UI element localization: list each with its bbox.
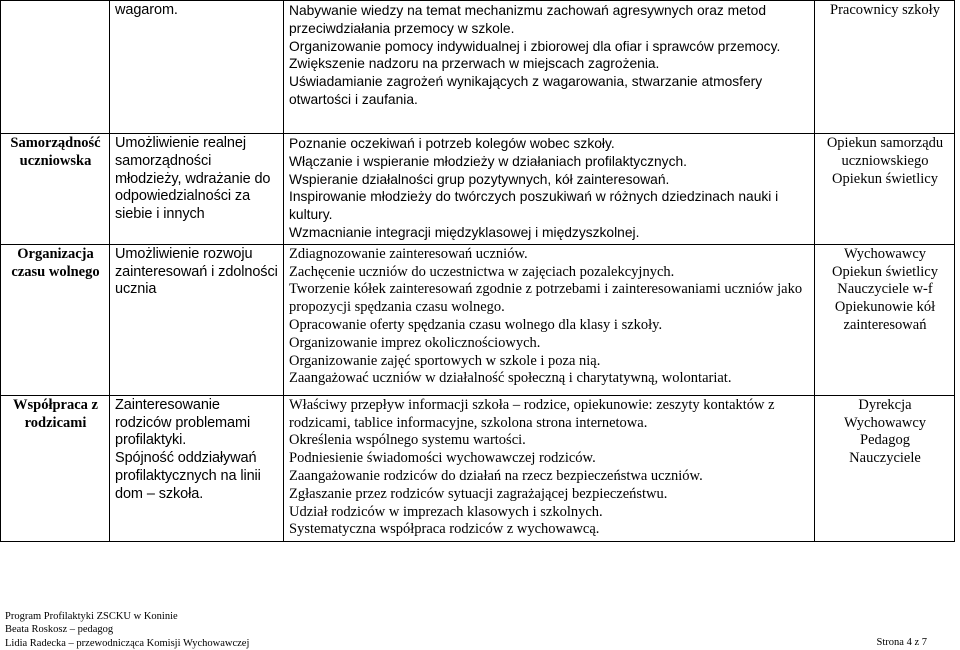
tasks-cell: [284, 1, 815, 134]
goal-cell: [110, 134, 284, 245]
table-row: [1, 395, 955, 541]
table-row: [1, 1, 955, 134]
responsible-person: Nauczyciele w-f: [837, 281, 933, 298]
responsible-person: Opiekun świetlicy: [832, 170, 938, 187]
task-item: Systematyczna współpraca rodziców z wychowawcą.: [289, 521, 600, 538]
task-item: Określenia wspólnego systemu wartości.: [289, 432, 526, 449]
responsible-person: Pracownicy szkoły: [830, 2, 940, 18]
task-item: Zachęcenie uczniów do uczestnictwa w zajęciach pozalekcyjnych.: [289, 263, 675, 280]
goal-text: Umożliwienie realnej samorządności młodzieży, wdrażanie do odpowiedzialności za siebie i innych: [115, 135, 271, 223]
area-cell: [1, 134, 110, 245]
task-item: Organizowanie imprez okolicznościowych.: [289, 334, 541, 351]
task-item: Zdiagnozowanie zainteresowań uczniów.: [289, 245, 528, 262]
table-row: [1, 134, 955, 245]
task-item: Organizowanie pomocy indywidualnej i zbiorowej dla ofiar i sprawców przemocy.: [289, 38, 781, 54]
area-cell: [1, 244, 110, 395]
table-body: [1, 1, 955, 542]
area-cell: [1, 1, 110, 134]
responsible-person: Wychowawcy: [843, 245, 927, 262]
task-item: Udział rodziców w imprezach klasowych i szkolnych.: [289, 503, 603, 520]
responsible-person: Opiekunowie kół zainteresowań: [834, 299, 936, 333]
page-number: Strona 4 z 7: [876, 637, 927, 648]
task-item: Zaangażować uczniów w działalność społeczną i charytatywną, wolontariat.: [289, 370, 732, 387]
task-item: Włączanie i wspieranie młodzieży w działaniach profilaktycznych.: [289, 153, 687, 169]
responsible-person: Opiekun świetlicy: [832, 263, 938, 280]
task-item: Uświadamianie zagrożeń wynikających z wagarowania, stwarzanie atmosfery otwartości i zaufania.: [289, 74, 763, 107]
task-item: Wzmacnianie integracji międzyklasowej i międzyszkolnej.: [289, 224, 640, 240]
task-item: Podniesienie świadomości wychowawczej rodziców.: [289, 450, 596, 467]
goal-text: Spójność oddziaływań profilaktycznych na linii dom – szkoła.: [115, 450, 261, 502]
goal-text: wagarom.: [115, 2, 178, 18]
goal-cell: [110, 1, 284, 134]
tasks-cell: [284, 244, 815, 395]
task-item: Właściwy przepływ informacji szkoła – rodzice, opiekunowie: zeszyty kontaktów z rodzicami, tablice informacyjne, szkolona strona internetowa.: [289, 396, 775, 431]
task-item: Organizowanie zajęć sportowych w szkole i poza nią.: [289, 352, 601, 369]
goal-cell: [110, 395, 284, 541]
goal-text: Umożliwienie rozwoju zainteresowań i zdolności ucznia: [115, 245, 278, 298]
task-item: Inspirowanie młodzieży do twórczych poszukiwań w różnych dziedzinach nauki i kultury.: [289, 189, 779, 223]
tasks-cell: [284, 395, 815, 541]
responsible-person: Pedagog: [860, 432, 910, 449]
area-label: czasu wolnego: [11, 263, 100, 280]
responsible-cell: [815, 1, 955, 134]
responsible-person: Wychowawcy: [843, 414, 927, 431]
responsible-person: Opiekun samorządu uczniowskiego: [826, 135, 944, 169]
responsible-cell: [815, 395, 955, 541]
footer-program: Program Profilaktyki ZSCKU w Koninie: [5, 611, 178, 622]
responsible-cell: [815, 134, 955, 245]
responsible-cell: [815, 244, 955, 395]
task-item: Tworzenie kółek zainteresowań zgodnie z potrzebami i zainteresowaniami uczniów jako propozycji spędzania czasu wolnego.: [289, 281, 803, 316]
footer-commission: Lidia Radecka – przewodnicząca Komisji Wychowawczej: [5, 637, 250, 649]
area-label: rodzicami: [24, 414, 87, 431]
responsible-person: Nauczyciele: [849, 450, 921, 467]
area-label: Samorządność: [10, 135, 101, 151]
area-label: Współpraca z: [13, 396, 98, 413]
footer-pedagog: Beata Roskosz – pedagog: [5, 624, 114, 636]
area-label: Organizacja: [17, 245, 94, 262]
task-item: Wspieranie działalności grup pozytywnych, kół zainteresowań.: [289, 171, 670, 187]
task-item: Poznanie oczekiwań i potrzeb kolegów wobec szkoły.: [289, 136, 615, 151]
page-footer: [5, 610, 955, 650]
task-item: Zaangażowanie rodziców do działań na rzecz bezpieczeństwa uczniów.: [289, 467, 703, 484]
tasks-cell: [284, 134, 815, 245]
task-item: Zgłaszanie przez rodziców sytuacji zagrażającej bezpieczeństwu.: [289, 485, 668, 502]
task-item: Nabywanie wiedzy na temat mechanizmu zachowań agresywnych oraz metod przeciwdziałania przemocy w szkole.: [289, 3, 766, 36]
area-cell: [1, 395, 110, 541]
task-item: Opracowanie oferty spędzania czasu wolnego dla klasy i szkoły.: [289, 316, 663, 333]
responsible-person: Dyrekcja: [858, 396, 912, 413]
goal-cell: [110, 244, 284, 395]
area-label: uczniowska: [19, 152, 92, 169]
table-row: [1, 244, 955, 395]
task-item: Zwiększenie nadzoru na przerwach w miejscach zagrożenia.: [289, 56, 660, 72]
goal-text: Zainteresowanie rodziców problemami profilaktyki.: [115, 396, 251, 449]
